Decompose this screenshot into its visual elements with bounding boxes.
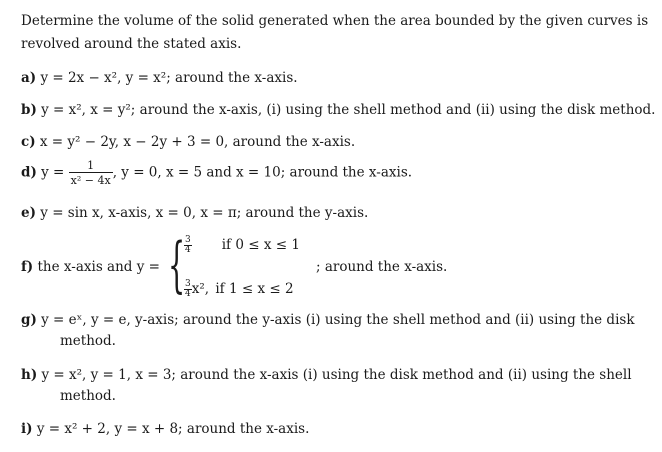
item-f-case-2-den: 4 (185, 289, 191, 299)
item-g-continuation: method. (60, 333, 116, 349)
item-b (21, 102, 655, 118)
item-h-label: h) (21, 367, 38, 383)
item-h-continuation: method. (60, 388, 116, 404)
item-c-label: c) (21, 134, 36, 150)
item-i-text: y = x² + 2, y = x + 8; around the x-axis. (36, 421, 310, 437)
item-d (21, 160, 412, 186)
item-f-case-2-num: 3 (185, 279, 191, 289)
item-d-y-eq: y = (41, 164, 65, 181)
item-e (21, 205, 368, 221)
item-f-case-1-num: 3 (185, 235, 191, 245)
item-h (21, 367, 632, 383)
item-d-label: d) (21, 164, 37, 181)
item-d-rest: , y = 0, x = 5 and x = 10; around the x-axis. (112, 164, 413, 181)
item-g (21, 312, 635, 328)
intro-line-1: Determine the volume of the solid generated when the area bounded by the given curves is (21, 13, 649, 29)
item-g-text: y = eˣ, y = e, y-axis; around the y-axis (i) using the shell method and (ii) using the disk (41, 312, 635, 328)
item-f-brace: { (168, 230, 186, 300)
item-f-case-2 (184, 280, 294, 299)
item-f-lead-text: the x-axis and y = (37, 259, 160, 275)
item-e-label: e) (21, 205, 36, 221)
item-d-denominator: x² − 4x (70, 174, 111, 187)
item-f-case-1-den: 4 (185, 245, 191, 255)
item-g-label: g) (21, 312, 37, 328)
item-f-label: f) (21, 259, 34, 275)
item-e-text: y = sin x, x-axis, x = 0, x = π; around the y-axis. (40, 205, 369, 221)
item-d-numerator: 1 (87, 159, 95, 172)
item-f-case-1 (184, 236, 300, 255)
item-i (21, 421, 309, 437)
item-i-label: i) (21, 421, 33, 437)
item-f-case-1-cond: if 0 ≤ x ≤ 1 (221, 237, 300, 253)
item-h-text: y = x², y = 1, x = 3; around the x-axis (i) using the disk method and (ii) using the shell (41, 367, 632, 383)
item-f-tail: ; around the x-axis. (316, 259, 448, 275)
item-f-case-2-fraction (184, 280, 192, 299)
item-b-label: b) (21, 102, 37, 118)
item-c-text: x = y² − 2y, x − 2y + 3 = 0, around the x-axis. (39, 134, 356, 150)
item-d-fraction (69, 160, 113, 186)
item-f-case-2-cond: if 1 ≤ x ≤ 2 (215, 281, 294, 297)
item-a-text: y = 2x − x², y = x²; around the x-axis. (40, 70, 298, 86)
intro-line-2: revolved around the stated axis. (21, 36, 242, 52)
item-c (21, 134, 355, 150)
item-a-label: a) (21, 70, 37, 86)
item-f-case-1-fraction (184, 236, 192, 255)
item-f-lead (21, 259, 160, 275)
item-f-case-2-expr: x², (191, 281, 210, 297)
item-a (21, 70, 298, 86)
item-b-text: y = x², x = y²; around the x-axis, (i) using the shell method and (ii) using the disk method. (41, 102, 656, 118)
